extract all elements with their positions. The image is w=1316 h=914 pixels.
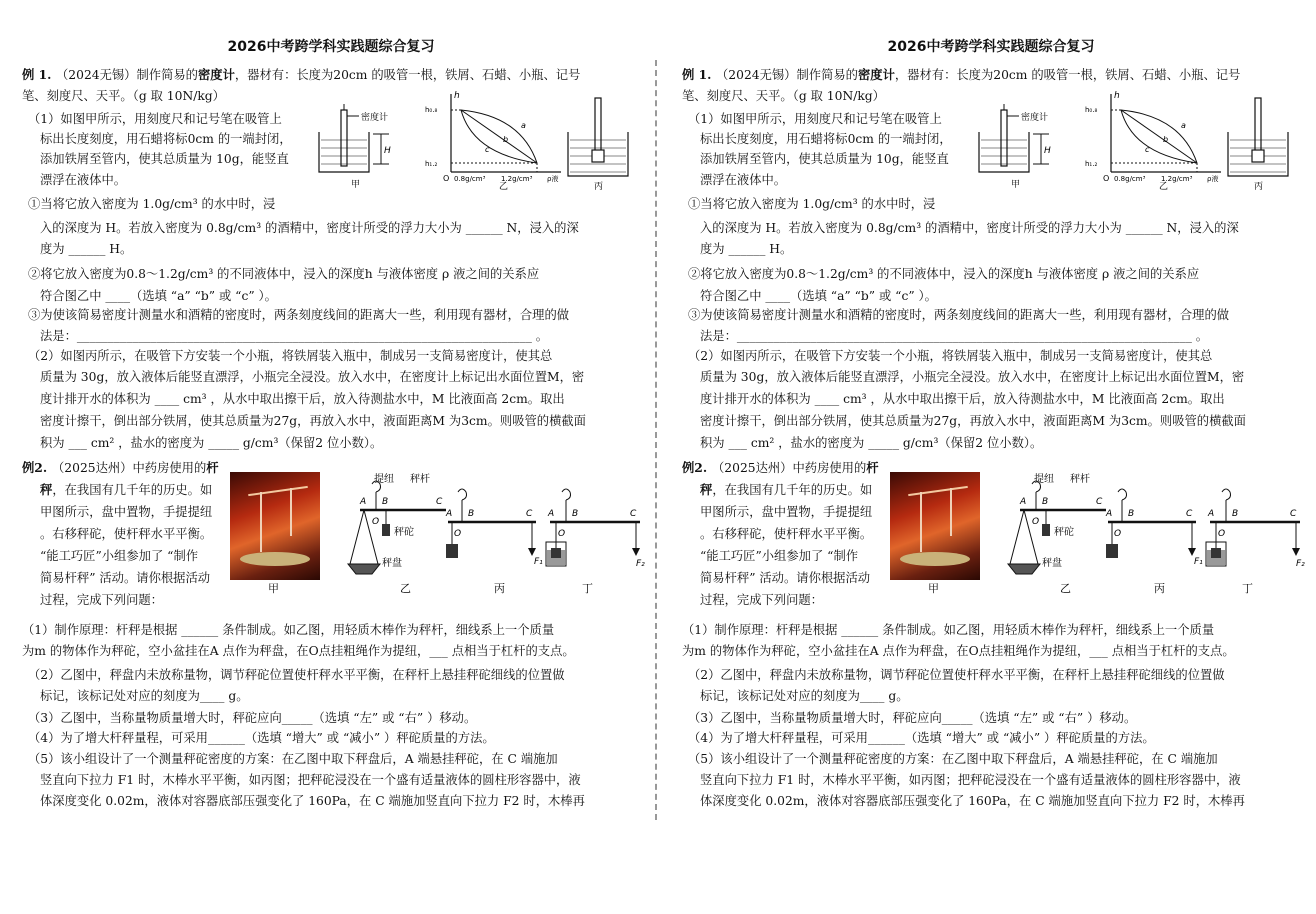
label-tuo: 秤砣 [394,527,414,538]
origin-O: O [443,174,450,183]
q1-sub3: ③为使该简易密度计测量水和酒精的密度时，两条刻度线间的距离大一些，利用现有器材，合理的做 [688,308,1230,322]
figure-caption-bing: 丙 [1254,182,1264,192]
q1-sub1: ①当将它放入密度为 1.0g/cm³ 的水中时，浸 [688,197,936,211]
q1-text: 漂浮在液体中。 [700,173,787,187]
example1-intro-line2: 笔、刻度尺、天平。（g 取 10N/kg） [682,89,885,103]
tick-h08: h₀.₈ [1085,106,1098,114]
steelyard-photo [890,472,980,580]
point-O: O [454,529,462,539]
label-chenggan: 秤杆 [1070,474,1090,485]
figure-steelyard-ding [1202,484,1306,600]
point-O: O [372,517,380,527]
example2-intro [52,460,219,476]
figure-caption-jia: 甲 [351,180,361,190]
curve-b: b [1163,135,1169,144]
point-B: B [382,497,389,507]
photo-string [920,492,922,552]
curve-a: a [521,121,526,130]
q1-sub3: 法是：__________________________________________________________________________ 。 [700,329,1209,343]
photo-string [290,488,292,536]
q1-text: 漂浮在液体中。 [40,173,127,187]
example2-intro: 甲图所示，盘中置物，手提提纽 [700,505,873,519]
example1-label: 例 1. [682,67,712,82]
label-pan: 秤盘 [1042,558,1062,569]
figure-caption-jia: 甲 [1011,180,1021,190]
text: （2025达州）中药房使用的 [52,461,207,475]
point-O: O [558,529,566,539]
force-F2: F₂ [1296,559,1305,569]
point-A: A [1208,509,1215,519]
example2-intro: “能工巧匠”小组参加了 “制作 [40,549,199,563]
figure-hydrometer-jia [313,92,423,196]
ex2-q2: （2）乙图中，秤盘内未放称量物，调节秤砣位置使杆秤水平平衡，在秤杆上悬挂秤砣细线的位置做 [28,668,565,682]
point-O: O [1218,529,1226,539]
example2-intro: “能工巧匠”小组参加了 “制作 [700,549,859,563]
q1-sub2: 符合图乙中 ____（选填 “a” “b” 或 “c” ）。 [40,289,277,303]
photo-beam [248,486,308,496]
tick-x12: 1.2g/cm³ [1161,175,1193,183]
label-tuo: 秤砣 [1054,527,1074,538]
worksheet-page-left [16,0,646,914]
worksheet-page-right [676,0,1305,914]
curve-c: c [1145,145,1150,154]
worksheet-title: 2026中考跨学科实践题综合复习 [227,39,435,55]
figure-caption-jia2: 甲 [268,582,279,595]
tick-x08: 0.8g/cm³ [454,175,486,183]
example2-label: 例2. [22,460,48,475]
ex2-q1: 为m 的物体作为秤砣，空小盆挂在A 点作为秤盘，在O点挂粗绳作为提纽，___ 点相当于杠杆的支点。 [22,644,575,658]
tick-h12: h₁.₂ [425,160,438,168]
photo-pan [900,552,970,566]
point-C: C [436,497,443,507]
figure-steelyard-bing [440,484,543,600]
example1-intro-line2: 笔、刻度尺、天平。（g 取 10N/kg） [22,89,225,103]
q1-text: （1）如图甲所示，用刻度尺和记号笔在吸管上 [688,112,942,126]
point-B: B [1232,509,1239,519]
example2-intro: 甲图所示，盘中置物，手提提纽 [40,505,213,519]
label-pan: 秤盘 [382,558,402,569]
figure-caption-jia2: 甲 [928,582,939,595]
figure-steelyard-yi [338,470,448,600]
axis-label-rho: ρ液 [547,175,559,183]
example1-intro [716,67,1240,83]
figure-steelyard-bing [1100,484,1203,600]
tick-x08: 0.8g/cm³ [1114,175,1146,183]
text: （2024无锡）制作简易的 [716,68,858,82]
point-B: B [468,509,475,519]
curve-c: c [485,145,490,154]
axis-label-h: h [454,91,460,101]
ex2-q3: （3）乙图中，当称量物质量增大时，秤砣应向_____（选填 “左” 或 “右” ）移动。 [688,711,1137,725]
q2-text: 密度计擦干，倒出部分铁屑，使其总质量为27g，再放入水中，液面距离M 为3cm。则吸管的横截面 [700,414,1246,428]
q1-text: 添加铁屑至管内，使其总质量为 10g，能竖直 [700,152,949,166]
q2-text: 质量为 30g，放入液体后能竖直漂浮，小瓶完全浸没。放入水中，在密度计上标记出水面位置M，密 [700,370,1245,384]
force-F2: F₂ [636,559,645,569]
q1-text: 标出长度刻度，用石蜡将标0cm 的一端封闭， [700,132,952,146]
bold-term: 杆 [866,460,879,475]
photo-string [950,488,952,536]
example2-label: 例2. [682,460,708,475]
axis-label-h: h [1114,91,1120,101]
bold-term: 密度计 [197,67,235,82]
q1-sub1: ①当将它放入密度为 1.0g/cm³ 的水中时，浸 [28,197,276,211]
ex2-q5: 体深度变化 0.02m，液体对容器底部压强变化了 160Pa，在 C 端施加竖直向下拉力 F2 时，木棒再 [40,794,585,808]
label-tizu: 提纽 [1034,474,1054,485]
figure-hydrometer-jia [973,92,1083,196]
q1-sub2: 符合图乙中 ____（选填 “a” “b” 或 “c” ）。 [700,289,937,303]
label-tizu: 提纽 [374,474,394,485]
point-A: A [1106,509,1113,519]
photo-beam [908,486,968,496]
figure-graph-yi [421,86,571,194]
point-A: A [548,509,555,519]
point-B: B [1042,497,1049,507]
label-chenggan: 秤杆 [410,474,430,485]
q1-sub1: 度为 ______ H。 [700,242,793,256]
tick-x12: 1.2g/cm³ [501,175,533,183]
tick-h12: h₁.₂ [1085,160,1098,168]
q1-sub1: 入的深度为 H。若放入密度为 0.8g/cm³ 的酒精中，密度计所受的浮力大小为 ______ N，浸入的深 [700,221,1239,235]
ex2-q2: （2）乙图中，秤盘内未放称量物，调节秤砣位置使杆秤水平平衡，在秤杆上悬挂秤砣细线的位置做 [688,668,1225,682]
example1-intro [56,67,580,83]
example2-intro: 简易杆秤” 活动。请你根据活动 [700,571,871,585]
q1-sub2: ②将它放入密度为0.8～1.2g/cm³ 的不同液体中，浸入的深度h 与液体密度 ρ 液之间的关系应 [28,267,540,281]
example2-intro: 过程，完成下列问题： [700,593,823,607]
figure-caption-ding: 丁 [582,582,593,595]
depth-label-H: H [384,146,391,156]
axis-label-rho: ρ液 [1207,175,1219,183]
origin-O: O [1103,174,1110,183]
point-C: C [1290,509,1297,519]
example2-intro [712,460,879,476]
worksheet-title: 2026中考跨学科实践题综合复习 [887,39,1095,55]
figure-caption-bing: 丙 [594,182,604,192]
figure-steelyard-yi [998,470,1108,600]
text: （2025达州）中药房使用的 [712,461,867,475]
point-B: B [572,509,579,519]
ex2-q5: （5）该小组设计了一个测量秤砣密度的方案：在乙图中取下秤盘后，A 端悬挂秤砣，在 C 端施加 [28,752,558,766]
tick-h08: h₀.₈ [425,106,438,114]
ex2-q2: 标记，该标记处对应的刻度为____ g。 [40,689,249,703]
ex2-q5: （5）该小组设计了一个测量秤砣密度的方案：在乙图中取下秤盘后，A 端悬挂秤砣，在 C 端施加 [688,752,1218,766]
q2-text: 积为 ___ cm² ，盐水的密度为 _____ g/cm³（保留2 位小数）。 [40,436,383,450]
curve-a: a [1181,121,1186,130]
ex2-q4: （4）为了增大杆秤量程，可采用______（选填 “增大” 或 “减小” ）秤砣质量的方法。 [688,731,1155,745]
text: ，在我国有几千年的历史。如 [712,483,873,497]
example2-intro [40,482,212,498]
q2-text: 度计排开水的体积为 ____ cm³ ，从水中取出擦干后，放入待测盐水中，M 比液面高 2cm。取出 [40,392,565,406]
q1-text: （1）如图甲所示，用刻度尺和记号笔在吸管上 [28,112,282,126]
figure-steelyard-ding [542,484,646,600]
hydrometer-label: 密度计 [361,113,389,123]
point-B: B [1128,509,1135,519]
figure-caption-yi2: 乙 [400,582,411,595]
point-O: O [1114,529,1122,539]
point-A: A [1020,497,1027,507]
point-C: C [1186,509,1193,519]
q2-text: 密度计擦干，倒出部分铁屑，使其总质量为27g，再放入水中，液面距离M 为3cm。则吸管的横截面 [40,414,586,428]
figure-graph-yi [1081,86,1231,194]
example1-label: 例 1. [22,67,52,82]
text: ，在我国有几千年的历史。如 [52,483,213,497]
example2-intro: 。右移秤砣，使杆秤水平平衡。 [700,527,873,541]
q1-sub2: ②将它放入密度为0.8～1.2g/cm³ 的不同液体中，浸入的深度h 与液体密度 ρ 液之间的关系应 [688,267,1200,281]
point-O: O [1032,517,1040,527]
text: （2024无锡）制作简易的 [56,68,198,82]
ex2-q5: 竖直向下拉力 F1 时，木棒水平平衡，如丙图；把秤砣浸没在一个盛有适量液体的圆柱形容器中，液 [700,773,1241,787]
q1-sub1: 度为 ______ H。 [40,242,133,256]
steelyard-photo [230,472,320,580]
point-A: A [360,497,367,507]
bold-term: 秤 [700,482,713,497]
point-C: C [526,509,533,519]
q2-text: 度计排开水的体积为 ____ cm³ ，从水中取出擦干后，放入待测盐水中，M 比液面高 2cm。取出 [700,392,1225,406]
figure-caption-yi2: 乙 [1060,582,1071,595]
point-C: C [630,509,637,519]
text: ，器材有：长度为20cm 的吸管一根，铁屑、石蜡、小瓶、记号 [234,68,581,82]
depth-label-H: H [1044,146,1051,156]
ex2-q1: （1）制作原理：杆秤是根据 ______ 条件制成。如乙图，用轻质木棒作为秤杆，细线系上一个质量 [22,623,555,637]
bold-term: 密度计 [857,67,895,82]
figure-caption-yi: 乙 [1159,182,1169,192]
q1-sub1: 入的深度为 H。若放入密度为 0.8g/cm³ 的酒精中，密度计所受的浮力大小为 ______ N，浸入的深 [40,221,579,235]
photo-pan [240,552,310,566]
point-A: A [446,509,453,519]
q2-text: 积为 ___ cm² ，盐水的密度为 _____ g/cm³（保留2 位小数）。 [700,436,1043,450]
q2-text: （2）如图丙所示，在吸管下方安装一个小瓶，将铁屑装入瓶中，制成另一支简易密度计，使其总 [28,349,553,363]
ex2-q1: （1）制作原理：杆秤是根据 ______ 条件制成。如乙图，用轻质木棒作为秤杆，细线系上一个质量 [682,623,1215,637]
ex2-q2: 标记，该标记处对应的刻度为____ g。 [700,689,909,703]
force-F1: F₁ [1194,557,1203,567]
worksheet-content [676,0,1316,914]
example2-intro: 。右移秤砣，使杆秤水平平衡。 [40,527,213,541]
q1-text: 添加铁屑至管内，使其总质量为 10g，能竖直 [40,152,289,166]
figure-caption-yi: 乙 [499,182,509,192]
ex2-q4: （4）为了增大杆秤量程，可采用______（选填 “增大” 或 “减小” ）秤砣质量的方法。 [28,731,495,745]
curve-b: b [503,135,509,144]
figure-caption-bing2: 丙 [1154,582,1165,595]
figure-caption-bing2: 丙 [494,582,505,595]
q2-text: 质量为 30g，放入液体后能竖直漂浮，小瓶完全浸没。放入水中，在密度计上标记出水面位置M，密 [40,370,585,384]
force-F1: F₁ [534,557,543,567]
example2-intro [700,482,872,498]
q1-sub3: 法是：__________________________________________________________________________ 。 [40,329,549,343]
bold-term: 秤 [40,482,53,497]
point-C: C [1096,497,1103,507]
figure-caption-ding: 丁 [1242,582,1253,595]
ex2-q5: 体深度变化 0.02m，液体对容器底部压强变化了 160Pa，在 C 端施加竖直向下拉力 F2 时，木棒再 [700,794,1245,808]
q1-sub3: ③为使该简易密度计测量水和酒精的密度时，两条刻度线间的距离大一些，利用现有器材，合理的做 [28,308,570,322]
figure-hydrometer-bing [1224,94,1296,196]
hydrometer-label: 密度计 [1021,113,1049,123]
ex2-q3: （3）乙图中，当称量物质量增大时，秤砣应向_____（选填 “左” 或 “右” ）移动。 [28,711,477,725]
example2-intro: 简易杆秤” 活动。请你根据活动 [40,571,211,585]
q1-text: 标出长度刻度，用石蜡将标0cm 的一端封闭， [40,132,292,146]
bold-term: 杆 [206,460,219,475]
figure-hydrometer-bing [564,94,636,196]
worksheet-content [16,0,656,914]
ex2-q1: 为m 的物体作为秤砣，空小盆挂在A 点作为秤盘，在O点挂粗绳作为提纽，___ 点相当于杠杆的支点。 [682,644,1235,658]
q2-text: （2）如图丙所示，在吸管下方安装一个小瓶，将铁屑装入瓶中，制成另一支简易密度计，使其总 [688,349,1213,363]
text: ，器材有：长度为20cm 的吸管一根，铁屑、石蜡、小瓶、记号 [894,68,1241,82]
example2-intro: 过程，完成下列问题： [40,593,163,607]
ex2-q5: 竖直向下拉力 F1 时，木棒水平平衡，如丙图；把秤砣浸没在一个盛有适量液体的圆柱形容器中，液 [40,773,581,787]
photo-string [260,492,262,552]
